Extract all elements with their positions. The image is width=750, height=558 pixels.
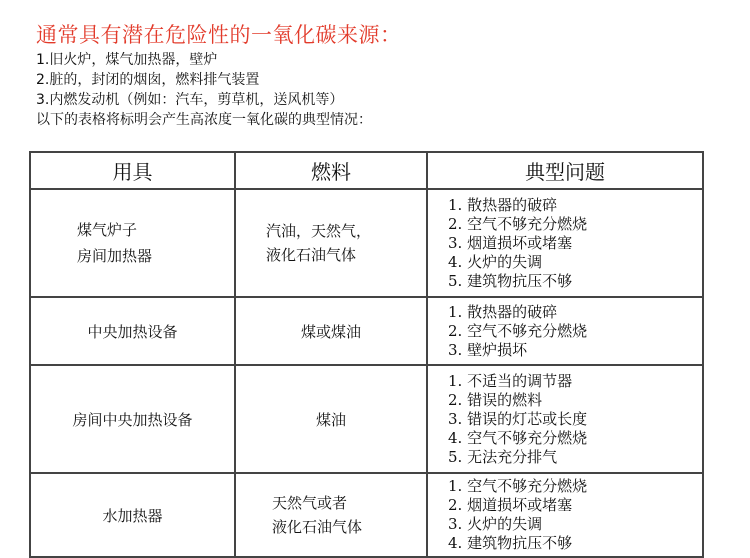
source-line-2: 2.脏的，封闭的烟囱，燃料排气装置 [36,72,260,88]
fuel-text: 液化石油气体 [266,246,357,264]
problem-item: 2. 空气不够充分燃烧 [448,214,588,233]
header-section [36,22,730,130]
header-appliance: 用具 [30,152,235,189]
fuel-cell [235,297,427,365]
problems-list [448,196,701,291]
problems-list [448,303,701,360]
problem-item: 4. 空气不够充分燃烧 [448,428,588,447]
header-fuel: 燃料 [235,152,427,189]
problems-cell [427,189,703,297]
fuel-text: 液化石油气体 [272,518,363,536]
problem-item: 2. 空气不够充分燃烧 [448,321,588,340]
problem-item: 1. 空气不够充分燃烧 [448,477,588,495]
fuel-cell [235,365,427,473]
table-row [30,297,703,365]
table-header-row [30,152,703,189]
problem-item: 5. 无法充分排气 [448,447,558,466]
appliance-cell [30,473,235,557]
fuel-cell [235,473,427,557]
problem-item: 1. 不适当的调节器 [448,371,573,390]
problem-item: 2. 错误的燃料 [448,390,543,409]
page-title: 通常具有潜在危险性的一氧化碳来源： [36,23,402,47]
problem-item: 3. 烟道损坏或堵塞 [448,233,573,252]
fuel-text: 煤油 [315,410,346,429]
fuel-text: 煤或煤油 [300,322,361,341]
problems-list [448,372,701,467]
problem-item: 4. 火炉的失调 [448,252,543,271]
table-row [30,365,703,473]
problem-item: 3. 火炉的失调 [448,515,543,533]
co-sources-table [29,151,704,558]
intro-line: 以下的表格将标明会产生高浓度一氧化碳的典型情况： [36,112,372,128]
appliance-text: 水加热器 [102,506,163,525]
appliance-text: 中央加热设备 [87,322,178,341]
problem-item: 1. 散热器的破碎 [448,195,558,214]
appliance-cell [30,189,235,297]
problem-item: 4. 建筑物抗压不够 [448,534,573,552]
problem-item: 5. 建筑物抗压不够 [448,271,573,290]
fuel-cell [235,189,427,297]
problems-cell [427,365,703,473]
appliance-cell [30,297,235,365]
source-line-1: 1.旧火炉，煤气加热器，壁炉 [36,52,218,68]
appliance-text: 煤气炉子 [77,221,138,239]
appliance-text: 房间中央加热设备 [72,410,193,429]
problems-cell [427,297,703,365]
header-problem: 典型问题 [427,152,703,189]
source-line-3: 3.内燃发动机（例如：汽车，剪草机，送风机等） [36,92,344,108]
appliance-text: 房间加热器 [77,247,153,265]
problems-list [448,477,701,553]
problems-cell [427,473,703,557]
table-row [30,189,703,297]
problem-item: 3. 壁炉损坏 [448,340,528,359]
table-row [30,473,703,557]
appliance-cell [30,365,235,473]
problem-item: 3. 错误的灯芯或长度 [448,409,588,428]
problem-item: 2. 烟道损坏或堵塞 [448,496,573,514]
problem-item: 1. 散热器的破碎 [448,302,558,321]
fuel-text: 汽油，天然气， [266,222,372,240]
fuel-text: 天然气或者 [272,494,348,512]
